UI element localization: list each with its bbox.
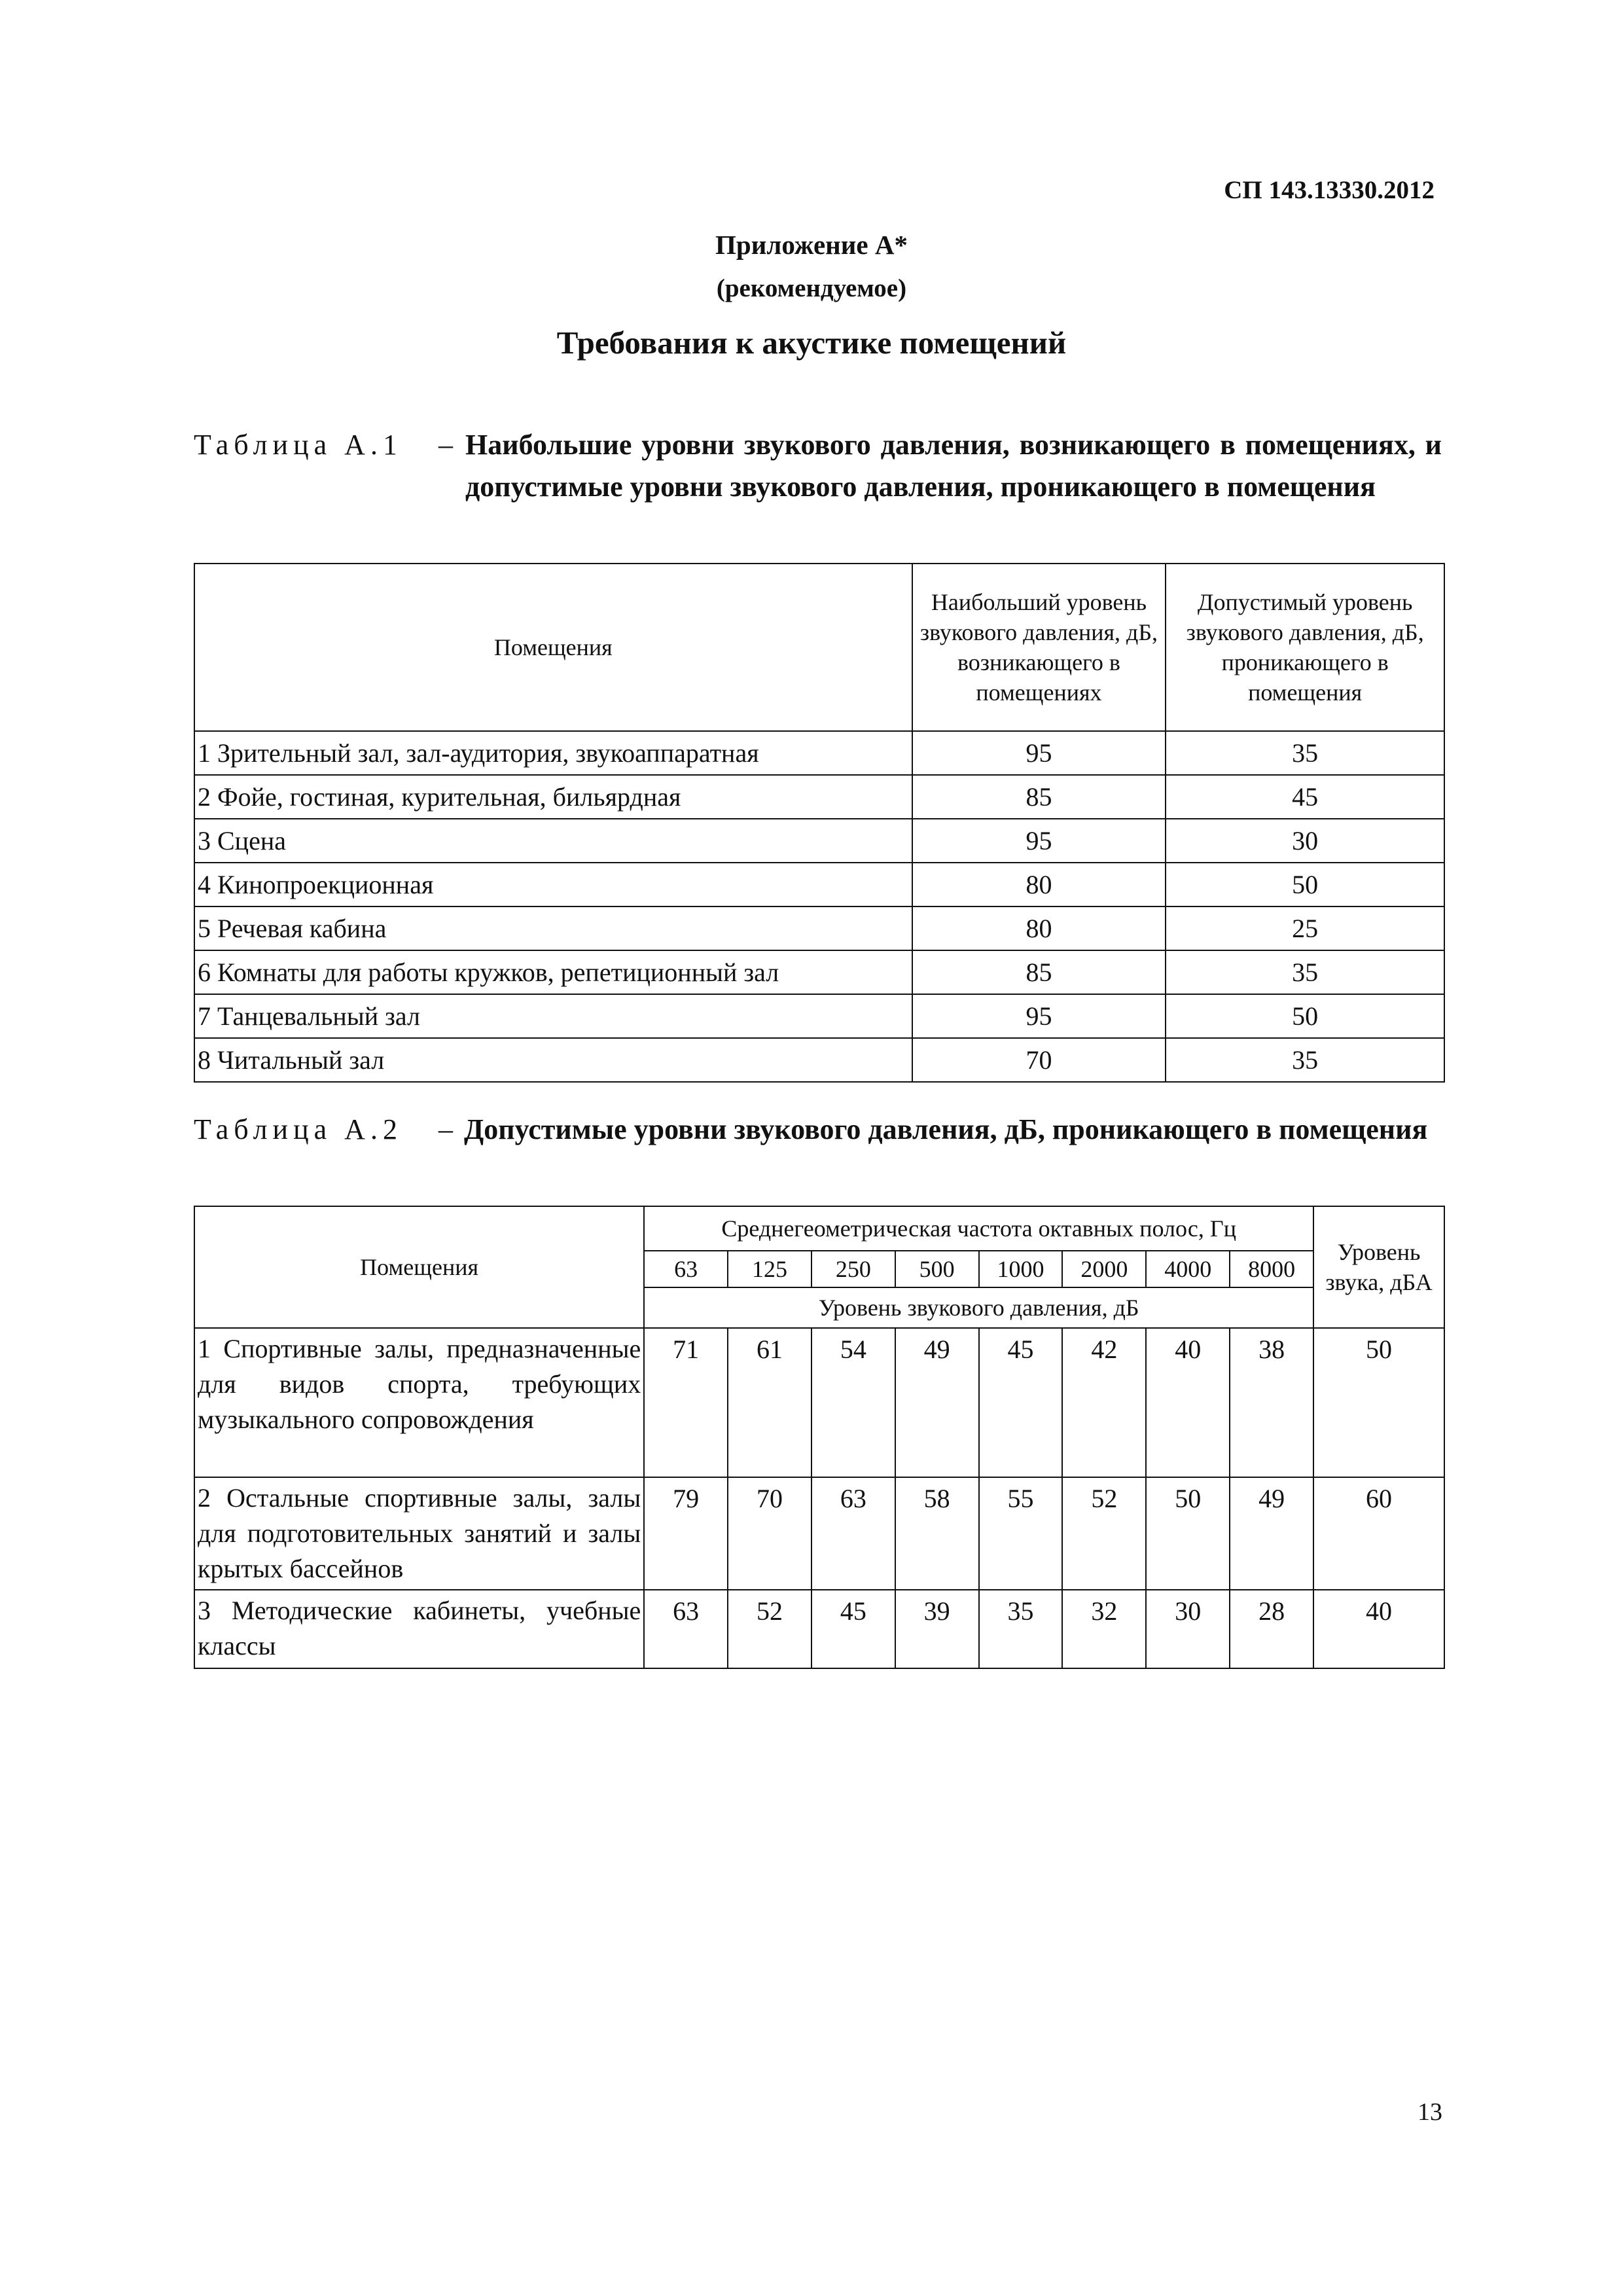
table-row [194,1038,1444,1082]
level-value: 30 [1146,1590,1230,1668]
table1-header-max-level: Наибольший уровень звукового давления, дБ, возникающего в помещениях [912,564,1166,731]
appendix-type: (рекомендуемое) [716,274,907,302]
level-value: 42 [1062,1328,1146,1477]
max-level-value: 95 [912,731,1166,775]
level-value: 55 [979,1477,1063,1590]
table1-label: Таблица А.1 [194,429,402,461]
allowed-level-value: 30 [1166,819,1444,863]
freq-header: 2000 [1062,1251,1146,1287]
level-value: 35 [979,1590,1063,1668]
level-value: 79 [644,1477,728,1590]
table2-header-sound-level: Уровень звука, дБА [1313,1206,1444,1328]
table-row [194,950,1444,994]
level-value: 38 [1230,1328,1313,1477]
allowed-level-value: 50 [1166,863,1444,906]
table1-header-allowed-level: Допустимый уровень звукового давления, дБ, проникающего в помещения [1166,564,1444,731]
allowed-level-value: 35 [1166,731,1444,775]
appendix-title: Приложение А* [715,230,908,260]
table-row [194,906,1444,950]
level-value: 28 [1230,1590,1313,1668]
level-value: 49 [895,1328,979,1477]
max-level-value: 85 [912,950,1166,994]
table2-header-room: Помещения [194,1206,644,1328]
level-value: 49 [1230,1477,1313,1590]
table2-caption [194,1109,1442,1194]
room-name: 2 Остальные спортивные залы, залы для подготовительных занятий и залы крытых бассейнов [194,1477,644,1590]
room-name: 2 Фойе, гостиная, курительная, бильярдная [194,775,912,819]
room-name: 5 Речевая кабина [194,906,912,950]
allowed-level-value: 35 [1166,950,1444,994]
level-value: 63 [644,1590,728,1668]
max-level-value: 95 [912,819,1166,863]
freq-header: 4000 [1146,1251,1230,1287]
max-level-value: 70 [912,1038,1166,1082]
document-number: СП 143.13330.2012 [1224,176,1435,204]
table-row [194,994,1444,1038]
table2-label: Таблица А.2 [194,1113,402,1145]
level-value: 63 [812,1477,895,1590]
room-name: 6 Комнаты для работы кружков, репетиционный зал [194,950,912,994]
table-row [194,1590,1444,1668]
dba-value: 40 [1313,1590,1444,1668]
level-value: 32 [1062,1590,1146,1668]
room-name: 1 Зрительный зал, зал-аудитория, звукоаппаратная [194,731,912,775]
table2 [194,1206,1445,1669]
allowed-level-value: 25 [1166,906,1444,950]
table1-dash: – [438,429,453,461]
level-value: 71 [644,1328,728,1477]
dba-value: 60 [1313,1477,1444,1590]
room-name: 7 Танцевальный зал [194,994,912,1038]
freq-header: 63 [644,1251,728,1287]
room-name: 3 Методические кабинеты, учебные классы [194,1590,644,1668]
dba-value: 50 [1313,1328,1444,1477]
table-row [194,1328,1444,1477]
table2-header-freq-group: Среднегеометрическая частота октавных полос, Гц [644,1206,1313,1251]
max-level-value: 80 [912,863,1166,906]
table1-caption-text: Наибольшие уровни звукового давления, возникающего в помещениях, и допустимые уровни звукового давления, проникающего в помещения [465,429,1442,503]
freq-header: 125 [728,1251,812,1287]
table-row [194,819,1444,863]
table-row [194,731,1444,775]
page-title: Требования к акустике помещений [556,325,1067,361]
max-level-value: 80 [912,906,1166,950]
table1-caption [194,424,1442,555]
room-name: 4 Кинопроекционная [194,863,912,906]
room-name: 1 Спортивные залы, предназначенные для видов спорта, требующих музыкального сопровождения [194,1328,644,1477]
allowed-level-value: 45 [1166,775,1444,819]
level-value: 50 [1146,1477,1230,1590]
table-row [194,863,1444,906]
level-value: 58 [895,1477,979,1590]
table2-header-pressure: Уровень звукового давления, дБ [644,1287,1313,1328]
level-value: 39 [895,1590,979,1668]
freq-header: 8000 [1230,1251,1313,1287]
page-number: 13 [1418,2098,1442,2126]
freq-header: 250 [812,1251,895,1287]
table-row [194,775,1444,819]
table1-header-room: Помещения [194,564,912,731]
table2-caption-text: Допустимые уровни звукового давления, дБ, проникающего в помещения [464,1113,1428,1145]
freq-header: 1000 [979,1251,1063,1287]
level-value: 40 [1146,1328,1230,1477]
room-name: 8 Читальный зал [194,1038,912,1082]
level-value: 45 [812,1590,895,1668]
table2-dash: – [438,1113,453,1145]
table-row [194,1477,1444,1590]
level-value: 52 [1062,1477,1146,1590]
level-value: 52 [728,1590,812,1668]
table1 [194,563,1445,1083]
level-value: 54 [812,1328,895,1477]
max-level-value: 95 [912,994,1166,1038]
level-value: 45 [979,1328,1063,1477]
level-value: 70 [728,1477,812,1590]
freq-header: 500 [895,1251,979,1287]
allowed-level-value: 50 [1166,994,1444,1038]
max-level-value: 85 [912,775,1166,819]
level-value: 61 [728,1328,812,1477]
room-name: 3 Сцена [194,819,912,863]
allowed-level-value: 35 [1166,1038,1444,1082]
